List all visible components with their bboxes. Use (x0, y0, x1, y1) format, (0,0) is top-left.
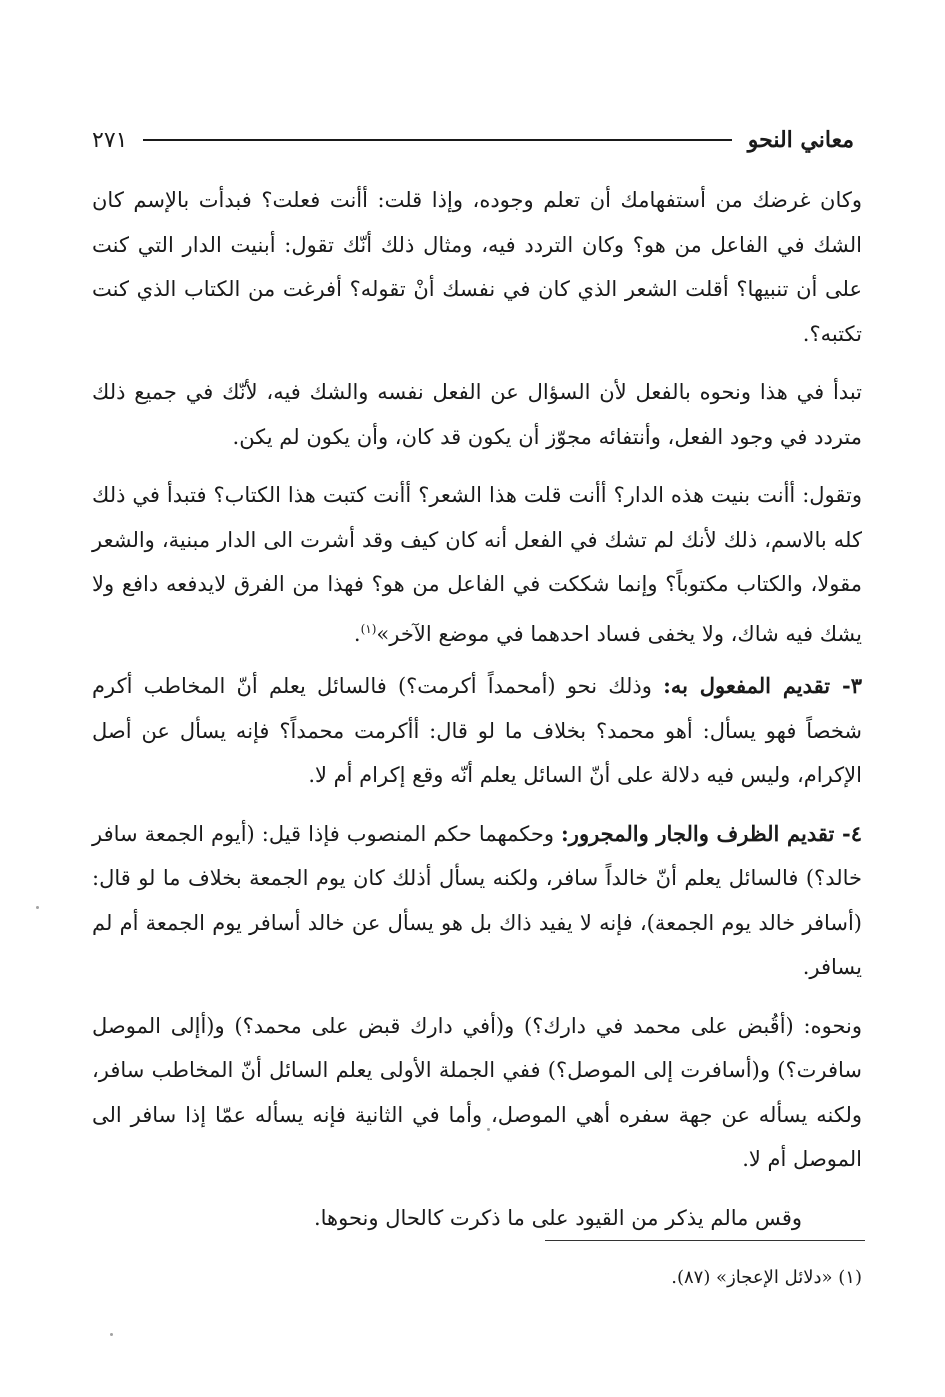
scan-speck (36, 906, 39, 909)
paragraph-5: وقس مالم يذكر من القيود على ما ذكرت كالحال ونحوها. (313, 1205, 802, 1230)
section-3-text: وذلك نحو (أمحمداً أكرمت؟) فالسائل يعلم أنّ المخاطب أكرم شخصاً فهو يسأل: أهو محمد؟ بخلاف ما لو قال: أأكرمت محمداً؟ فإنه يسأل عن أصل الإكرام، وليس فيه دلالة على أنّ السائل يعلم أنّه وقع إكرام أم لا. (92, 674, 862, 787)
footnote-text: «دلائل الإعجاز» (٨٧). (671, 1267, 833, 1288)
paragraph-3: وتقول: أأنت بنيت هذه الدار؟ أأنت قلت هذا الشعر؟ أأنت كتبت هذا الكتاب؟ فتبدأ في ذلك كله بالاسم، ذلك لأنك لم تشك في الفعل أنه كان كيف وقد أشرت الى الدار مبنية، والشعر مقولا، والكتاب مكتوباً؟ وإنما شككت في الفاعل من هو؟ فهذا من الفرق لايدفعه دافع ولا يشك فيه شاك، ولا يخفى فساد احدهما في موضع الآخر»$^{(١)}$. (92, 483, 862, 646)
section-3 (92, 664, 862, 798)
scan-speck (110, 1333, 113, 1336)
section-4 (92, 812, 862, 990)
book-title: معاني النحو (747, 127, 854, 153)
running-header (92, 118, 854, 162)
section-4-text: وحكمهما حكم المنصوب فإذا قيل: (أيوم الجمعة سافر خالد؟) فالسائل يعلم أنّ خالداً سافر، ولكنه يسأل أذلك كان يوم الجمعة بخلاف ما لو قال: (أسافر خالد يوم الجمعة)، فإنه لا يفيد ذاك بل هو يسأل عن خالد أسافر يوم الجمعة أم لم يسافر. (92, 821, 862, 979)
footnote-rule (545, 1240, 865, 1241)
footnote-reference: (١) (360, 621, 377, 636)
header-rule (143, 139, 731, 141)
main-text (92, 178, 862, 1240)
page-number: ٢٧١ (92, 127, 128, 153)
paragraph-3-text: وتقول: أأنت بنيت هذه الدار؟ أأنت قلت هذا الشعر؟ أأنت كتبت هذا الكتاب؟ فتبدأ في ذلك كله بالاسم، ذلك لأنك لم تشك في الفعل أنه كان كيف وقد أشرت الى الدار مبنية، والشعر مقولا، والكتاب مكتوباً؟ وإنما شككت في الفاعل من هو؟ فهذا من الفرق لايدفعه دافع ولا يشك فيه شاك، ولا يخفى فساد احدهما في موضع الآخر» (92, 483, 862, 646)
paragraph-4: ونحوه: (أقُبض على محمد في دارك؟) و(أفي دارك قبض على محمد؟) و(أإلى الموصل سافرت؟) و(أسافرت إلى الموصل؟) ففي الجملة الأولى يعلم السائل أنّ المخاطب سافر، ولكنه يسأله عن جهة سفره أهي الموصل، وأما في الثانية فإنه يسأله عمّا إذا سافر الى الموصل أم لا. (92, 1013, 862, 1171)
section-3-heading: ٣- تقديم المفعول به: (663, 673, 862, 698)
section-4-heading: ٤- تقديم الظرف والجار والمجرور: (561, 820, 862, 846)
paragraph-1: وكان غرضك من أستفهامك أن تعلم وجوده، وإذا قلت: أأنت فعلت؟ فبدأت بالإسم كان الشك في الفاعل من هو؟ وكان التردد فيه، ومثال ذلك أنّك تقول: أبنيت الدار التي كنت على أن تنبيها؟ أقلت الشعر الذي كان في نفسك أنْ تقوله؟ أفرغت من الكتاب الذي كنت تكتبه؟. (92, 188, 862, 346)
footnote (92, 1258, 862, 1298)
paragraph-2: تبدأ في هذا ونحوه بالفعل لأن السؤال عن الفعل نفسه والشك فيه، لأنّك في جميع ذلك متردد في وجود الفعل، وأنتفائه مجوّز أن يكون قد كان، وأن يكون لم يكن. (92, 380, 862, 449)
scan-speck (487, 1128, 490, 1131)
footnote-marker: (١) (838, 1267, 862, 1288)
